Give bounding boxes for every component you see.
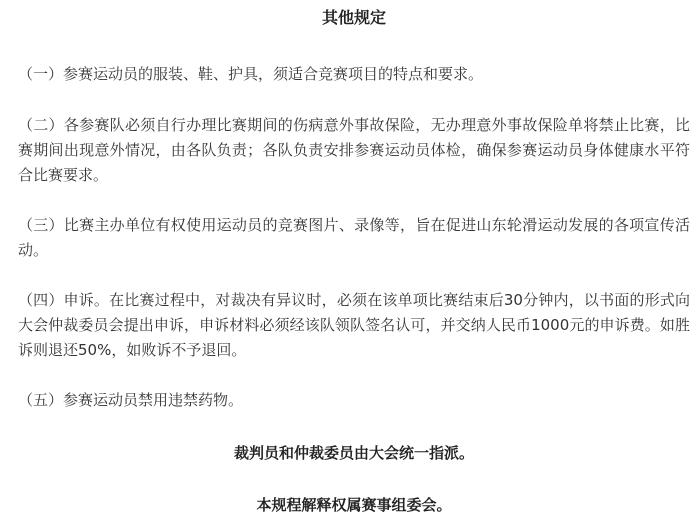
interpretation-rights-note: 本规程解释权属赛事组委会。: [256, 496, 452, 514]
rule-paragraph-1: （一）参赛运动员的服装、鞋、护具，须适合竞赛项目的特点和要求。: [18, 65, 484, 83]
referee-assignment-note: 裁判员和仲裁委员由大会统一指派。: [233, 444, 474, 462]
rule-paragraph-4: （四）申诉。在比赛过程中，对裁决有异议时，必须在该单项比赛结束后30分钟内，以书面的形式向大会仲裁委员会提出申诉，申诉材料必须经该队领队签名认可，并交纳人民币1000元的申诉费。如胜诉则退还50%，如败诉不予退回。: [18, 291, 690, 359]
rule-paragraph-2: （二）各参赛队必须自行办理比赛期间的伤病意外事故保险，无办理意外事故保险单将禁止比赛，比赛期间出现意外情况，由各队负责；各队负责安排参赛运动员体检，确保参赛运动员身体健康水平符合比赛要求。: [18, 116, 690, 184]
rule-paragraph-3: （三）比赛主办单位有权使用运动员的竞赛图片、录像等，旨在促进山东轮滑运动发展的各项宣传活动。: [18, 216, 690, 259]
document-page: [0, 6, 700, 521]
section-title: 其他规定: [321, 8, 386, 27]
rule-paragraph-5: （五）参赛运动员禁用违禁药物。: [18, 391, 244, 409]
